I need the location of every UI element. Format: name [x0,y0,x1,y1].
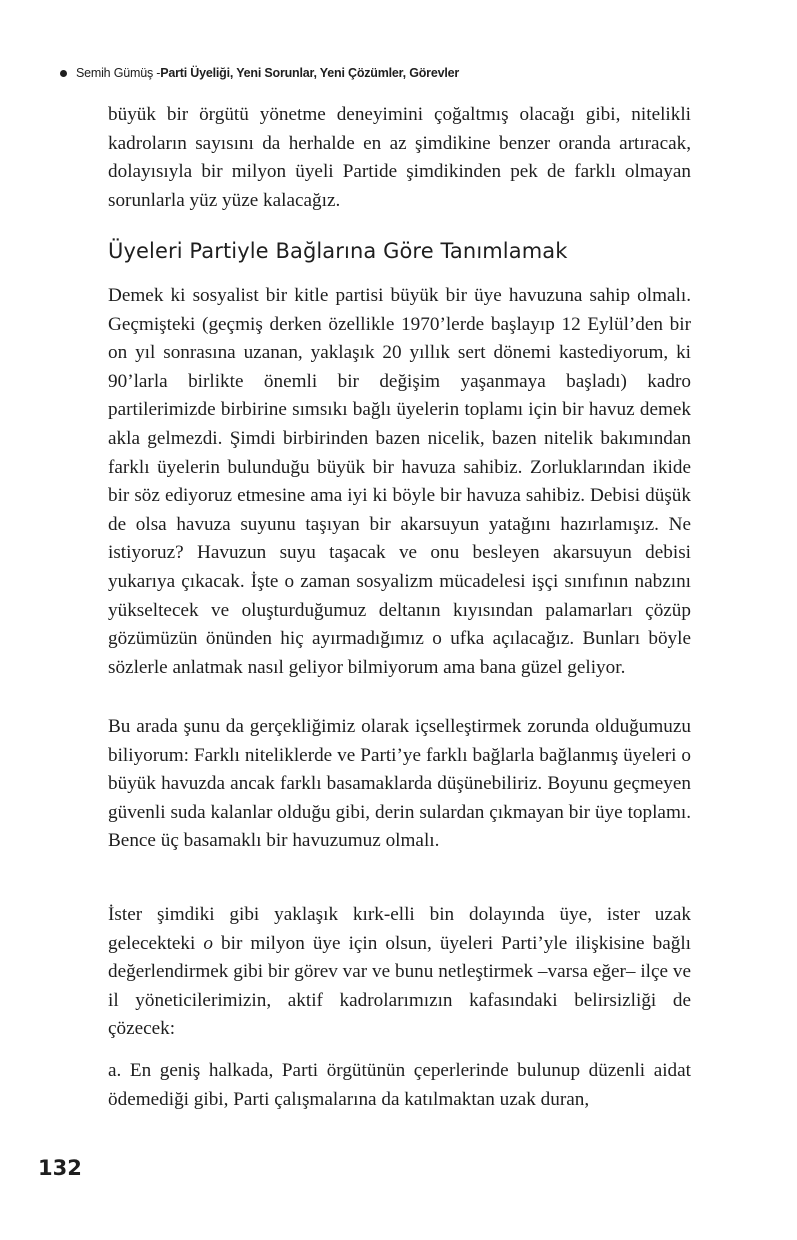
paragraph-text: bir milyon üye için olsun, üyeleri Parti’yle ilişkisine bağlı değerlendirmek gibi bir görev var ve bunu netleştirmek –varsa eğer– ilçe ve il yöneticilerimizin, aktif kadrolarımızın kafasındaki belirsizliği de çözecek: [108,932,691,1040]
section-heading: Üyeleri Partiyle Bağlarına Göre Tanımlamak [108,239,568,263]
body-text-paragraph-3 [108,901,691,1044]
running-head-title: Parti Üyeliği, Yeni Sorunlar, Yeni Çözümler, Görevler [160,66,460,80]
paragraph: Bu arada şunu da gerçekliğimiz olarak içselleştirmek zorunda olduğumuzu biliyorum: Farklı niteliklerde ve Parti’ye farklı bağlarla bağlanmış üyeleri o büyük havuzda ancak farklı basamaklarda düşünebiliriz. Boyunu geçmeyen güvenli suda kalanlar olduğu gibi, derin sulardan çıkmayan bir üye toplamı. Bence üç basamaklı bir havuzumuz olmalı. [108,716,691,852]
page-number: 132 [38,1156,82,1180]
body-text-continuation [108,101,691,215]
body-text-list-item [108,1057,691,1114]
bullet-icon [60,70,67,77]
body-text-paragraph-2 [108,713,691,856]
paragraph [108,901,691,1044]
running-head [60,66,459,80]
paragraph-text: İster şimdiki gibi yaklaşık kırk-elli bin dolayında üye, ister uzak gelecekteki [108,904,691,954]
list-item: a. En geniş halkada, Parti örgütünün çeperlerinde bulunup düzenli aidat ödemediği gibi, Parti çalışmalarına da katılmaktan uzak duran, [108,1060,691,1110]
paragraph: büyük bir örgütü yönetme deneyimini çoğaltmış olacağı gibi, nitelikli kadroların sayısını da herhalde en az şimdikine benzer oranda artıracak, dolayısıyla bir milyon üyeli Partide şimdikinden pek de farklı olmayan sorunlarla yüz yüze kalacağız. [108,104,691,211]
running-head-author: Semih Gümüş - [76,66,161,80]
body-text-paragraph-1 [108,282,691,682]
paragraph: Demek ki sosyalist bir kitle partisi büyük bir üye havuzuna sahip olmalı. Geçmişteki (geçmiş derken özellikle 1970’lerde başlayıp 12 Eylül’den bir on yıl sonrasına uzanan, yaklaşık 20 yıllık sert dönemi kastediyorum, ki 90’larla birlikte önemli bir değişim yaşanmaya başladı) kadro partilerimizde birbirine sımsıkı bağlı üyelerin toplamı için bir havuz demek akla gelmezdi. Şimdi birbirinden bazen nicelik, bazen nitelik bakımından farklı üyelerin bulunduğu büyük bir havuza sahibiz. Zorluklarından ikide bir söz ediyoruz etmesine ama iyi ki böyle bir havuza sahibiz. Debisi düşük de olsa havuza suyunu taşıyan bir akarsuyun yatağını hazırlamışız. Ne istiyoruz? Havuzun suyu taşacak ve onu besleyen akarsuyun debisi yukarıya çıkacak. İşte o zaman sosyalizm mücadelesi işçi sınıfının nabzını yükseltecek ve oluşturduğumuz deltanın kıyısından palamarları çözüp gözümüzün önünden hiç ayırmadığımız o ufka açılacağız. Bunları böyle sözlerle anlatmak nasıl geliyor bilmiyorum ama bana güzel geliyor. [108,285,691,678]
italic-word: o [203,932,213,954]
